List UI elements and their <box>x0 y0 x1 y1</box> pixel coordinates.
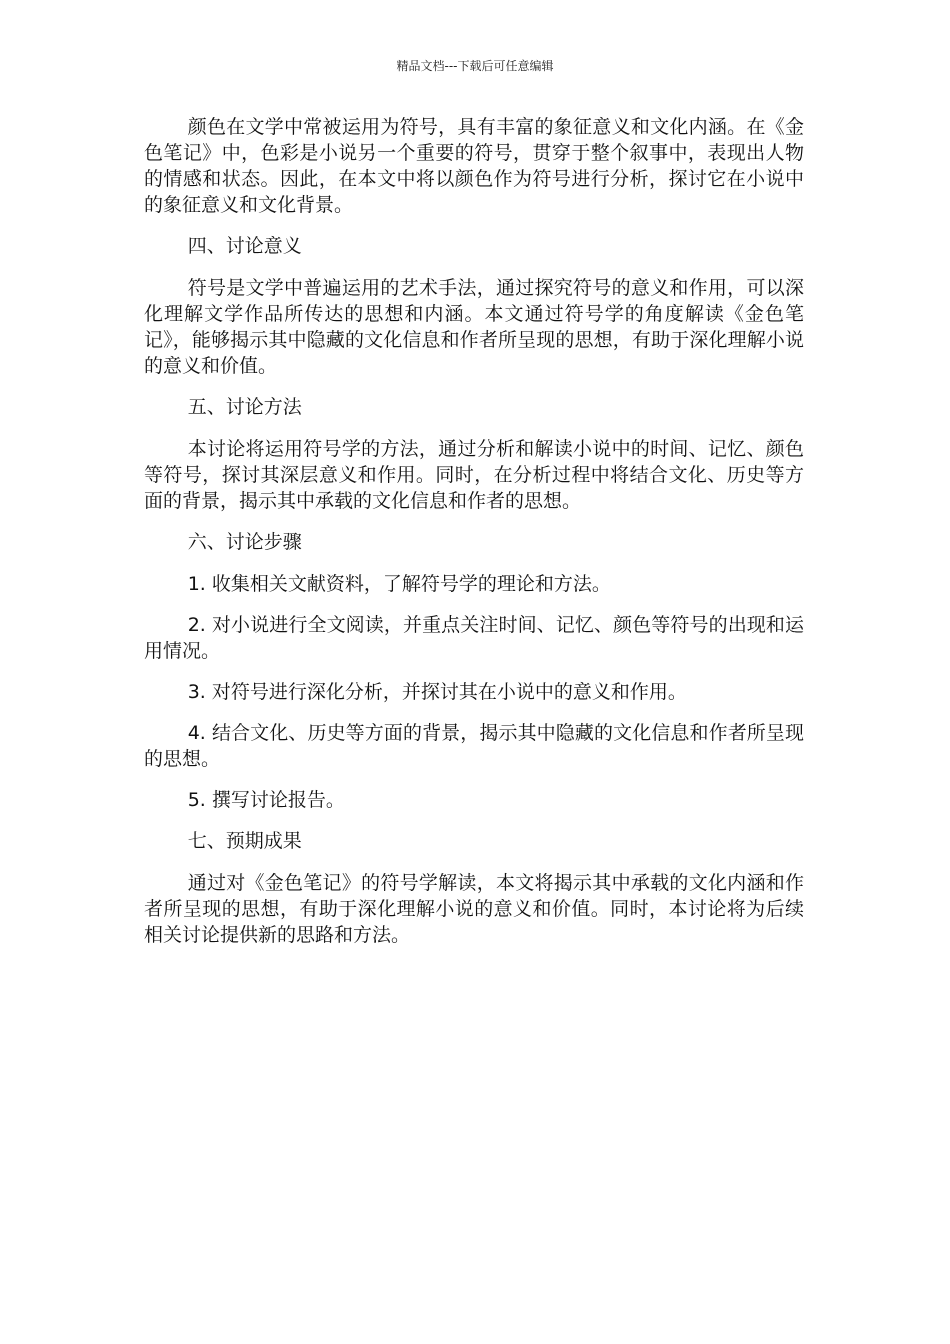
section-heading-method: 五、讨论方法 <box>187 396 302 418</box>
step-item-1: 1. 收集相关文献资料，了解符号学的理论和方法。 <box>187 573 611 595</box>
paragraph-outcomes: 通过对《金色笔记》的符号学解读，本文将揭示其中承载的文化内涵和作者所呈现的思想，有助于深化理解小说的意义和价值。同时，本讨论将为后续相关讨论提供新的思路和方法。 <box>144 872 804 946</box>
document-body <box>144 114 804 963</box>
page-header: 精品文档---下载后可任意编辑 <box>396 59 554 73</box>
step-item-2: 2. 对小说进行全文阅读，并重点关注时间、记忆、颜色等符号的出现和运用情况。 <box>144 614 804 662</box>
section-heading-significance: 四、讨论意义 <box>187 235 302 257</box>
step-item-4: 4. 结合文化、历史等方面的背景，揭示其中隐藏的文化信息和作者所呈现的思想。 <box>144 722 804 770</box>
section-heading-steps: 六、讨论步骤 <box>187 531 302 553</box>
paragraph-color-symbol: 颜色在文学中常被运用为符号，具有丰富的象征意义和文化内涵。在《金色笔记》中，色彩是小说另一个重要的符号，贯穿于整个叙事中，表现出人物的情感和状态。因此，在本文中将以颜色作为符号进行分析，探讨它在小说中的象征意义和文化背景。 <box>144 116 804 216</box>
step-item-3: 3. 对符号进行深化分析，并探讨其在小说中的意义和作用。 <box>187 681 687 703</box>
paragraph-method: 本讨论将运用符号学的方法，通过分析和解读小说中的时间、记忆、颜色等符号，探讨其深层意义和作用。同时，在分析过程中将结合文化、历史等方面的背景，揭示其中承载的文化信息和作者的思想。 <box>144 438 804 512</box>
section-heading-outcomes: 七、预期成果 <box>187 830 302 852</box>
step-item-5: 5. 撰写讨论报告。 <box>187 789 345 811</box>
paragraph-significance: 符号是文学中普遍运用的艺术手法，通过探究符号的意义和作用，可以深化理解文学作品所传达的思想和内涵。本文通过符号学的角度解读《金色笔记》，能够揭示其中隐藏的文化信息和作者所呈现的思想，有助于深化理解小说的意义和价值。 <box>144 277 804 377</box>
